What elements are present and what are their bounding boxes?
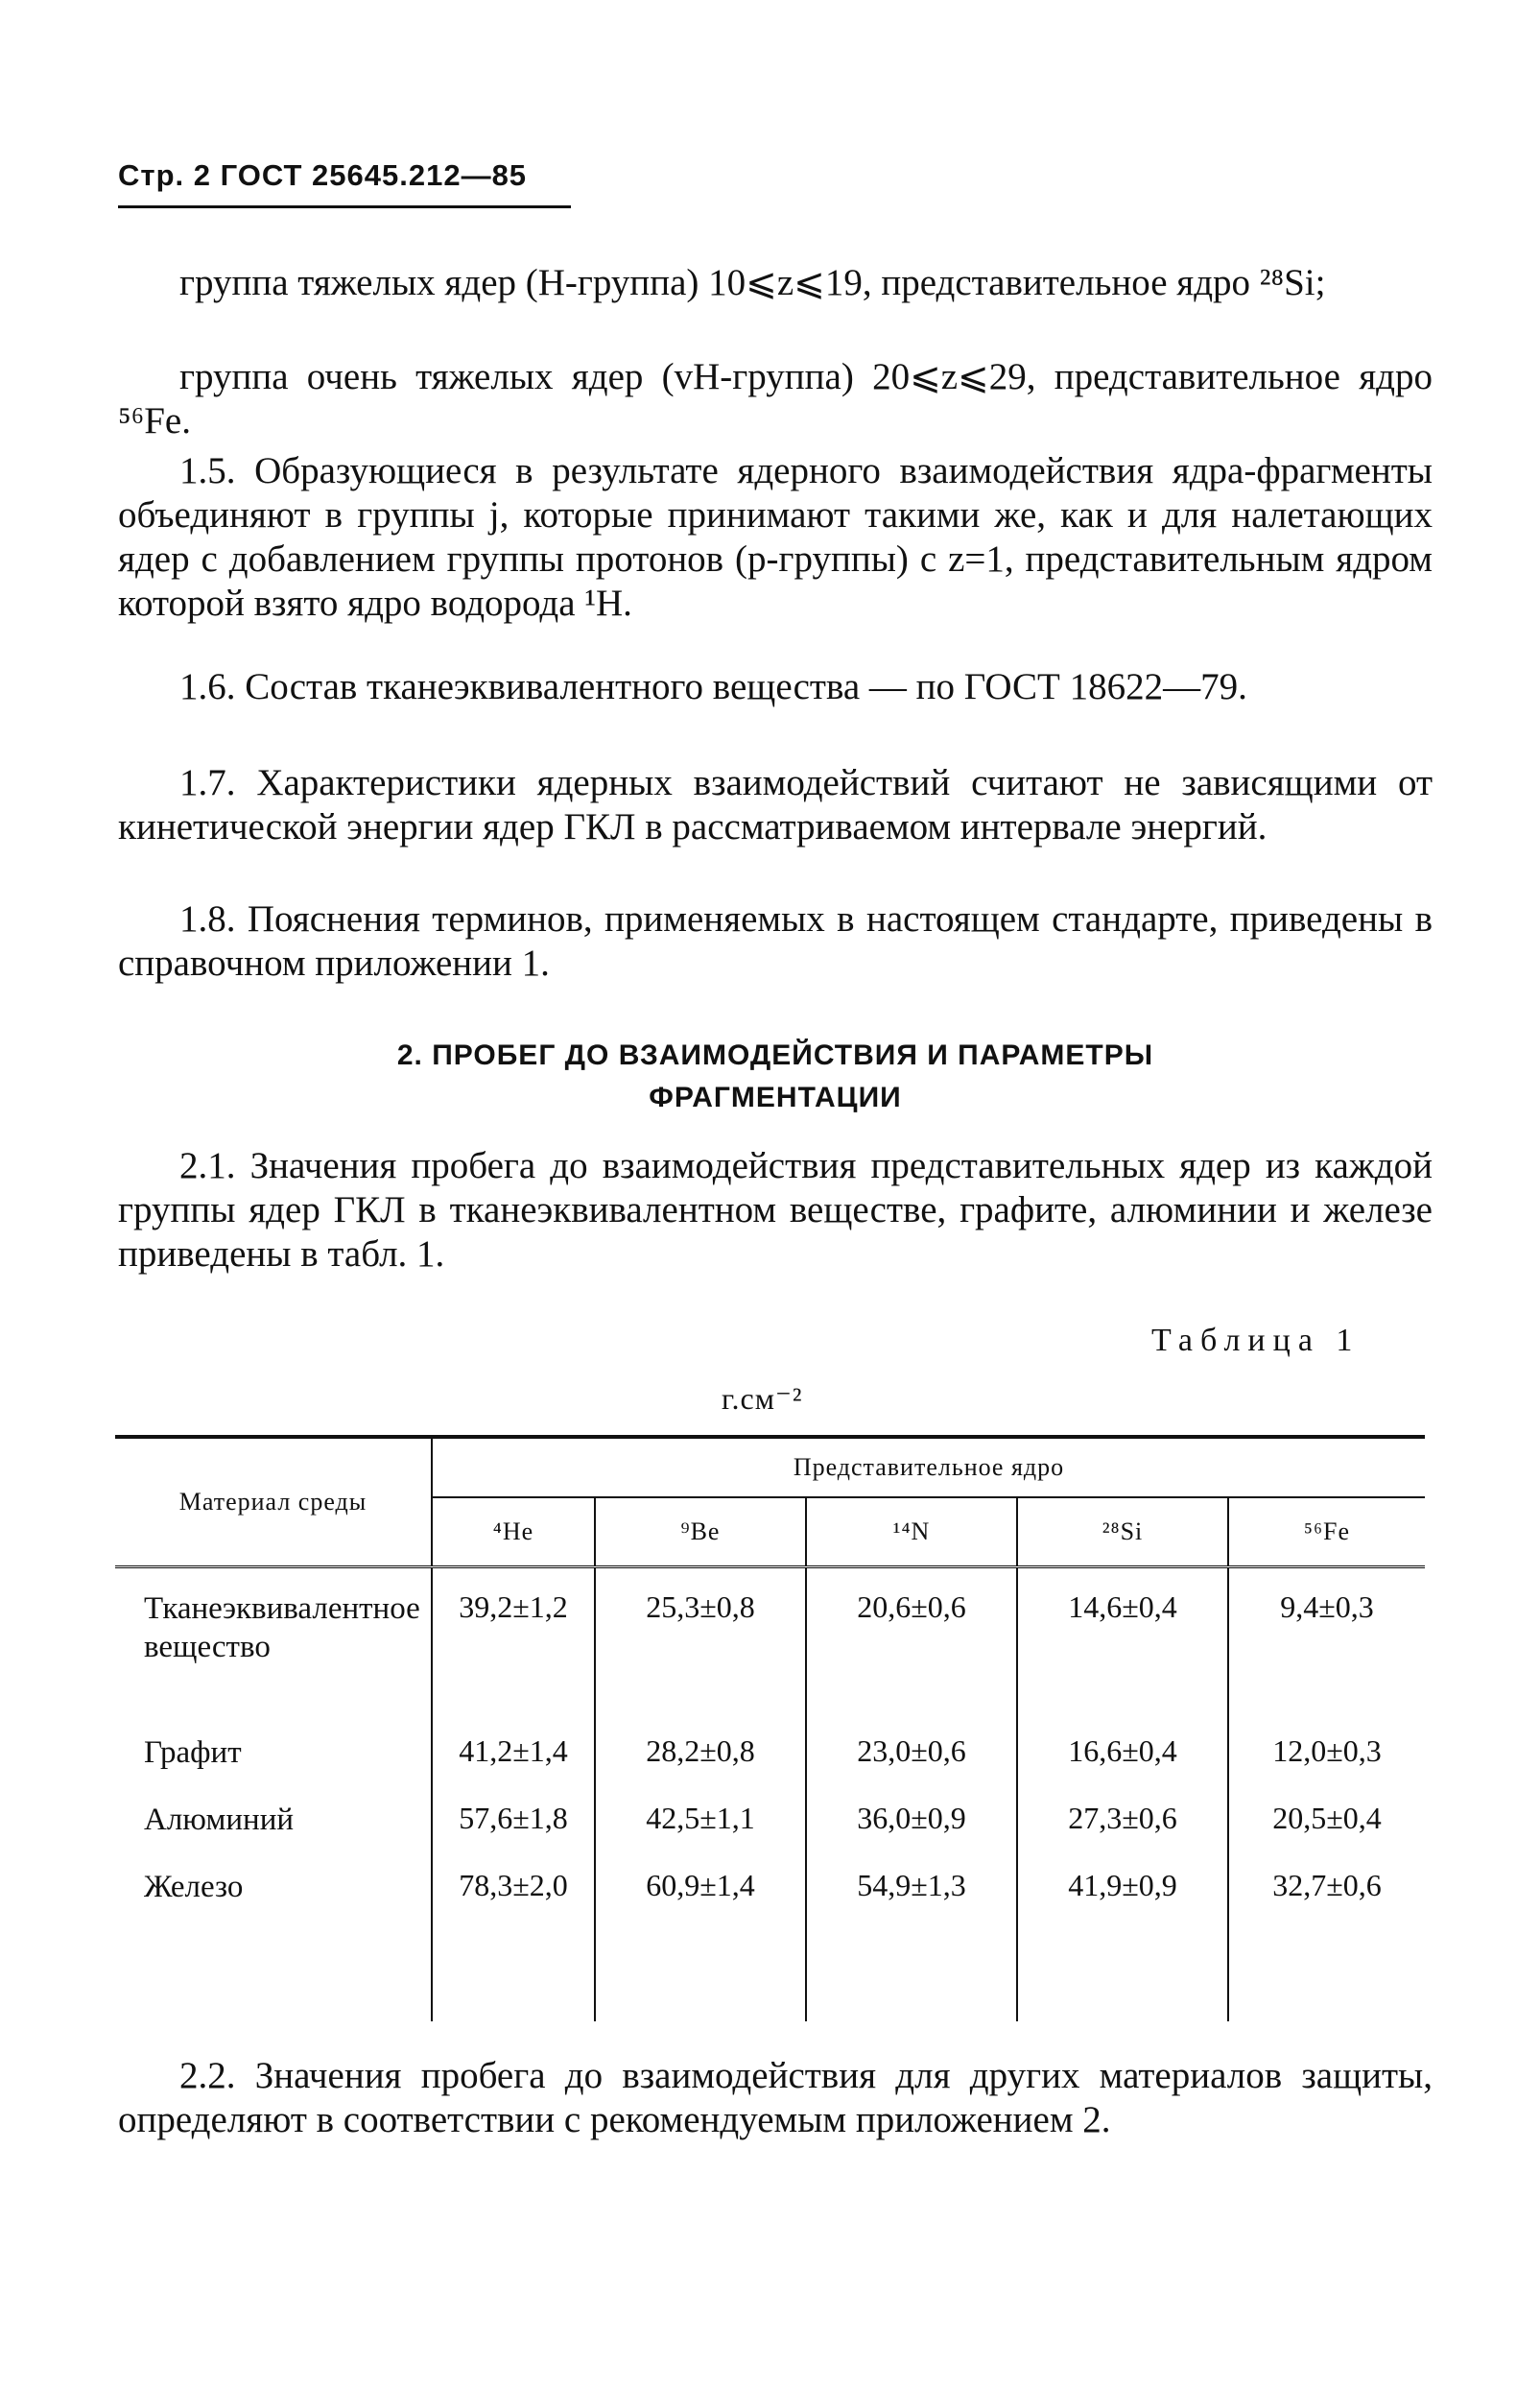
table-cell: 32,7±0,6: [1228, 1868, 1425, 1935]
row-material: Железо: [144, 1870, 244, 1904]
paragraph-vh-group: группа очень тяжелых ядер (vH-группа) 20⩽z⩽29, представительное ядро ⁵⁶Fe.: [118, 356, 1433, 442]
table-cell: 36,0±0,9: [806, 1801, 1017, 1868]
table-cell: 57,6±1,8: [432, 1801, 595, 1868]
table-cell: 14,6±0,4: [1017, 1567, 1228, 1734]
table-cell: 25,3±0,8: [595, 1567, 806, 1734]
table-row: [115, 1801, 1425, 1868]
table-cell: 60,9±1,4: [595, 1868, 806, 1935]
table-cell: 20,6±0,6: [806, 1567, 1017, 1734]
paragraph-1-5: 1.5. Образующиеся в результате ядерного взаимодействия ядра-фрагменты объединяют в группы j, которые принимают такими же, как и для налетающих ядер с добавлением группы протонов (p-группы) с z=1, представительным ядром которой взято ядро водорода ¹H.: [118, 450, 1433, 624]
table-cell: 78,3±2,0: [432, 1868, 595, 1935]
row-material: Графит: [144, 1735, 242, 1770]
header-nucleus-he: ⁴He: [432, 1497, 595, 1567]
table-row: [115, 1733, 1425, 1801]
header-nucleus-be: ⁹Be: [595, 1497, 806, 1567]
row-material: Тканеэквивалентное вещество: [144, 1591, 420, 1664]
paragraph-1-8: 1.8. Пояснения терминов, применяемых в настоящем стандарте, приведены в справочном приложении 1.: [118, 898, 1433, 984]
table-cell: 42,5±1,1: [595, 1801, 806, 1868]
table-label: Таблица 1: [1151, 1323, 1361, 1358]
paragraph-2-1: 2.1. Значения пробега до взаимодействия представительных ядер из каждой группы ядер ГКЛ в тканеэквивалентном веществе, графите, алюминии и железе приведены в табл. 1.: [118, 1145, 1433, 1275]
section-title-line2: ФРАГМЕНТАЦИИ: [649, 1082, 902, 1113]
paragraph-1-7: 1.7. Характеристики ядерных взаимодействий считают не зависящими от кинетической энергии ядер ГКЛ в рассматриваемом интервале энергий.: [118, 762, 1433, 848]
row-material: Алюминий: [144, 1803, 295, 1837]
paragraph-1-6: 1.6. Состав тканеэквивалентного вещества — по ГОСТ 18622—79.: [179, 666, 1247, 707]
table-row: [115, 1868, 1425, 1935]
table-cell: 12,0±0,3: [1228, 1733, 1425, 1801]
table-cell: 16,6±0,4: [1017, 1733, 1228, 1801]
paragraph-2-2: 2.2. Значения пробега до взаимодействия для других материалов защиты, определяют в соответствии с рекомендуемым приложением 2.: [118, 2055, 1433, 2140]
page-header: Стр. 2 ГОСТ 25645.212—85: [118, 158, 528, 192]
table-cell: 54,9±1,3: [806, 1868, 1017, 1935]
table-units: г.см⁻²: [722, 1381, 803, 1416]
paragraph-h-group: группа тяжелых ядер (H-группа) 10⩽z⩽19, представительное ядро ²⁸Si;: [179, 262, 1326, 303]
header-group: Представительное ядро: [432, 1437, 1425, 1497]
section-title: [118, 1035, 1433, 1119]
header-nucleus-fe: ⁵⁶Fe: [1228, 1497, 1425, 1567]
table-cell: 28,2±0,8: [595, 1733, 806, 1801]
table-cell: 27,3±0,6: [1017, 1801, 1228, 1868]
table-cell: 39,2±1,2: [432, 1567, 595, 1734]
section-title-line1: 2. ПРОБЕГ ДО ВЗАИМОДЕЙСТВИЯ И ПАРАМЕТРЫ: [396, 1039, 1154, 1071]
table-cell: 23,0±0,6: [806, 1733, 1017, 1801]
table-bottom-space: [115, 1935, 1425, 2021]
header-rule: [118, 205, 571, 208]
table-cell: 9,4±0,3: [1228, 1567, 1425, 1734]
table-cell: 20,5±0,4: [1228, 1801, 1425, 1868]
header-nucleus-si: ²⁸Si: [1017, 1497, 1228, 1567]
header-material: Материал среды: [115, 1437, 432, 1567]
data-table: [115, 1435, 1425, 2021]
table-row: [115, 1567, 1425, 1734]
table-cell: 41,2±1,4: [432, 1733, 595, 1801]
table-cell: 41,9±0,9: [1017, 1868, 1228, 1935]
header-nucleus-n: ¹⁴N: [806, 1497, 1017, 1567]
